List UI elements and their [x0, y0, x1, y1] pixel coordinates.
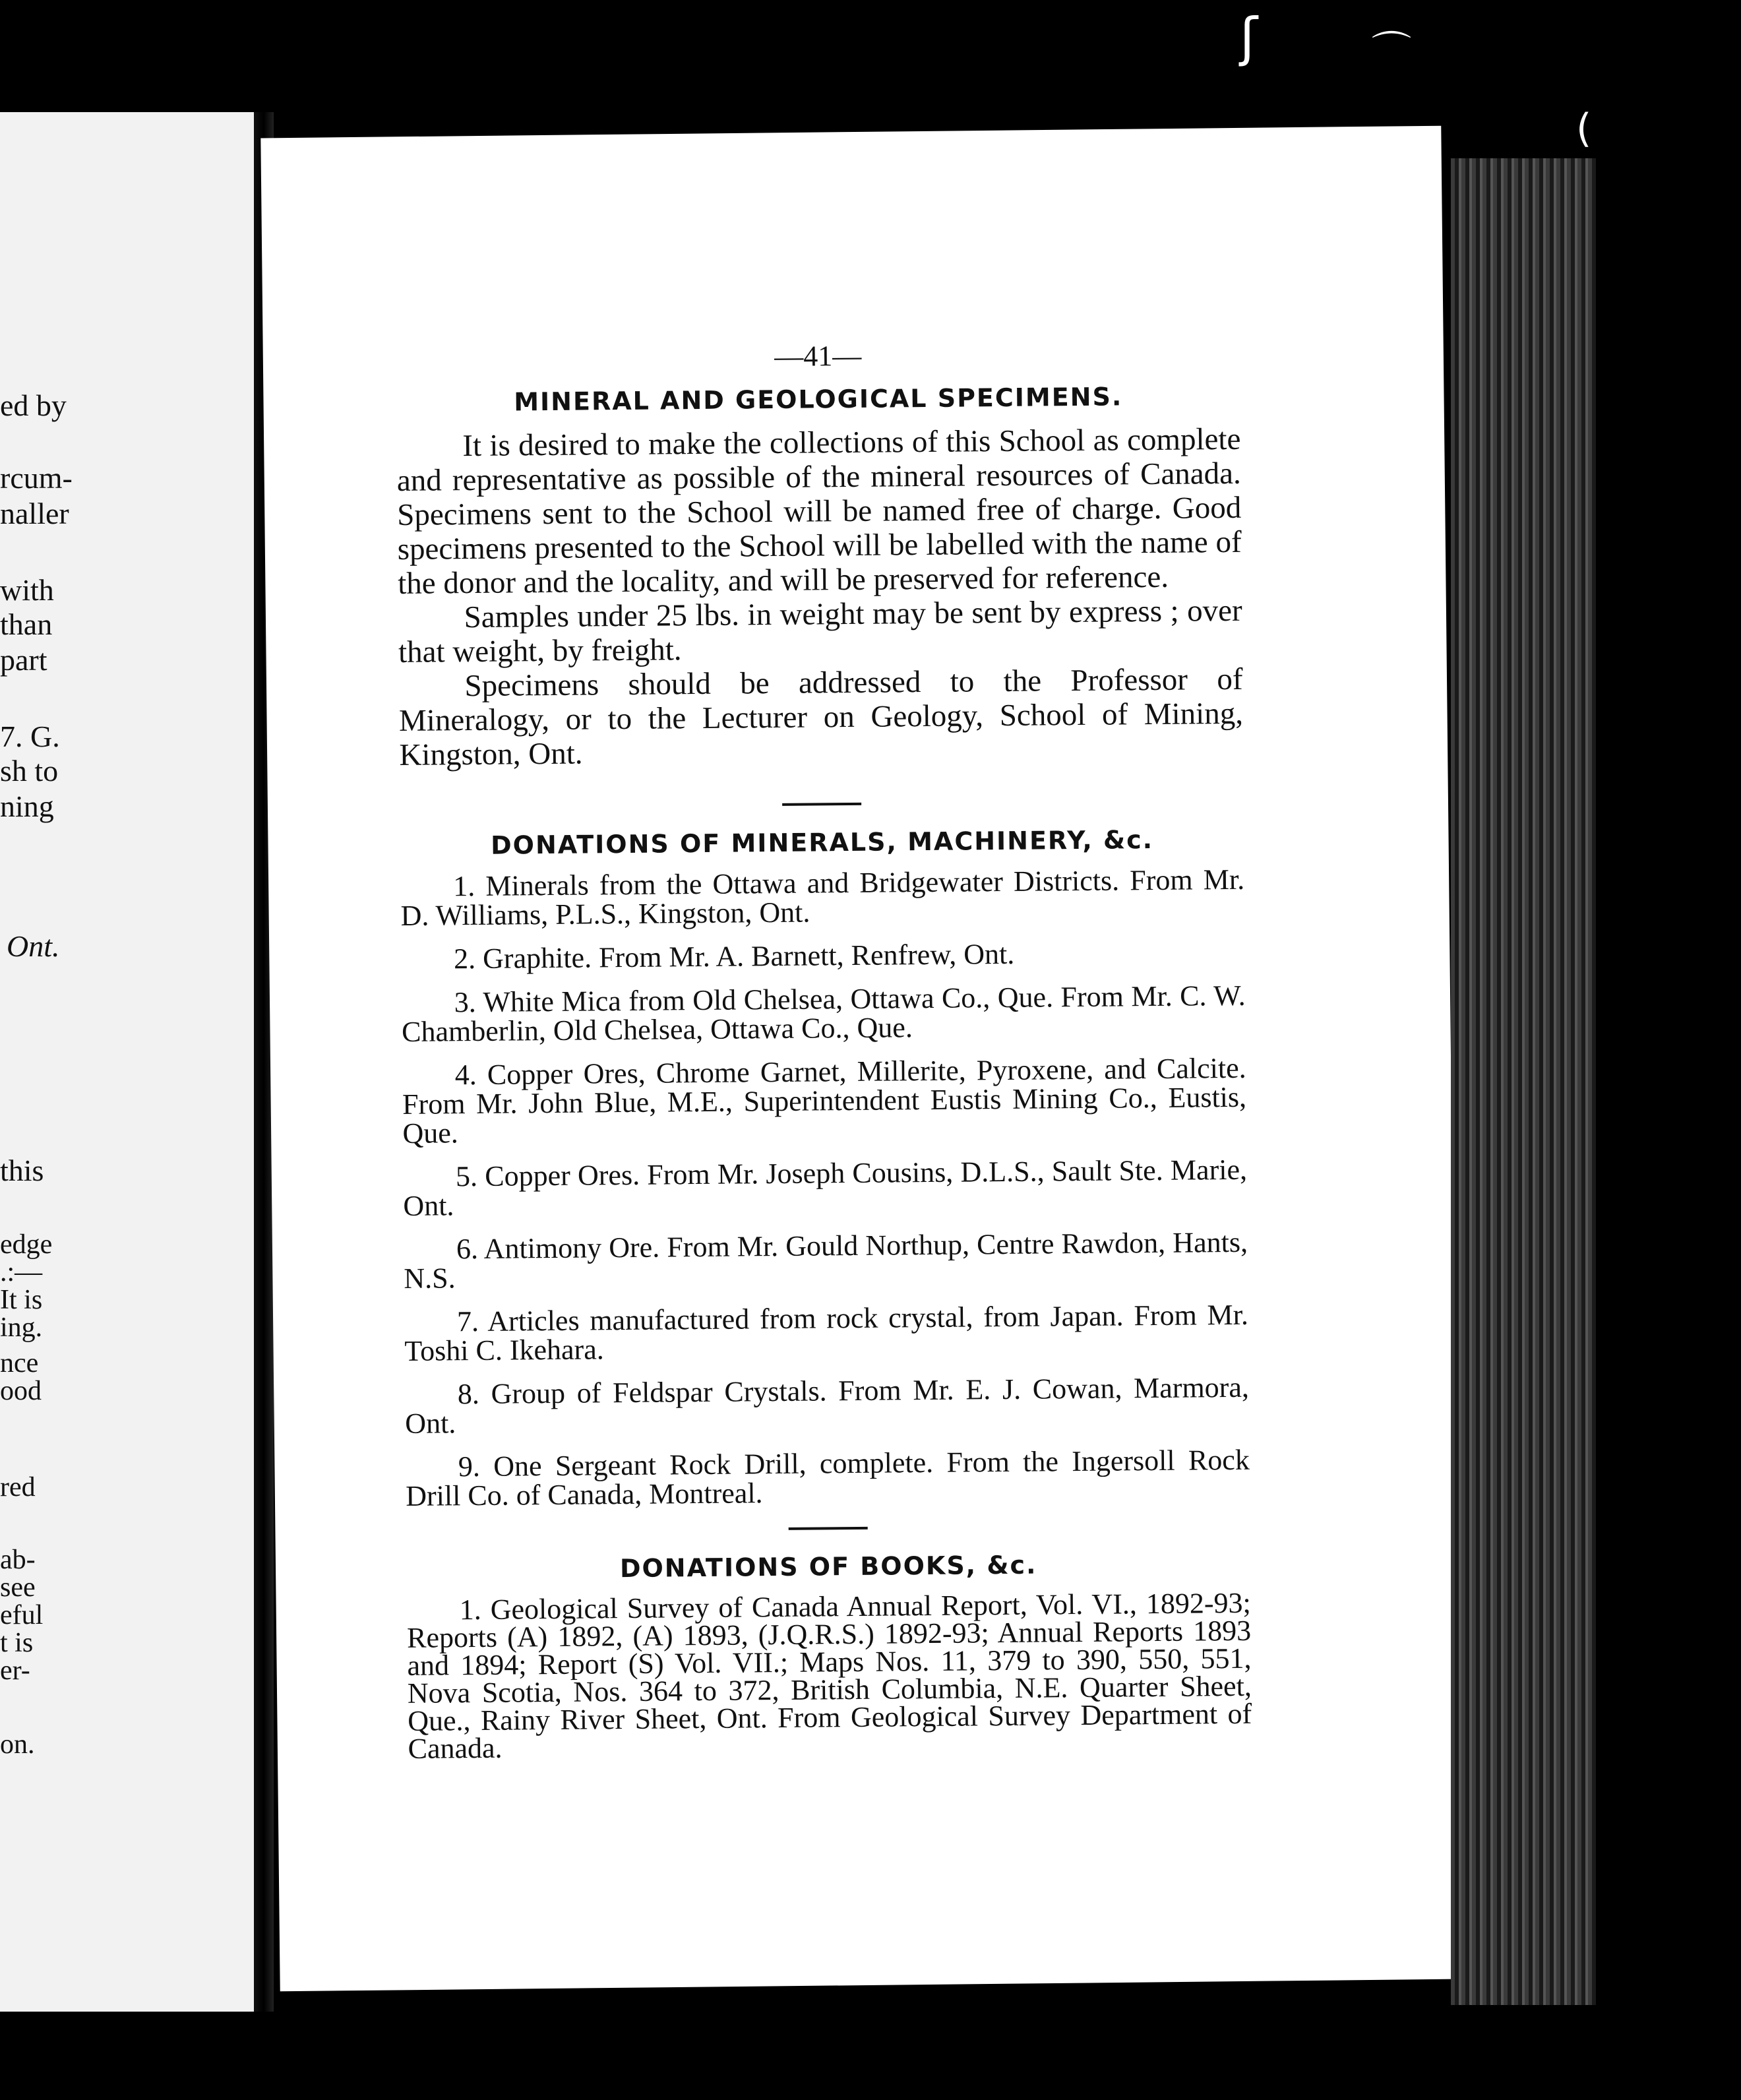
left-fragment: than — [0, 607, 53, 641]
section-heading-specimens: MINERAL AND GEOLOGICAL SPECIMENS. — [514, 382, 1123, 417]
scan-artifact: ( — [1576, 106, 1592, 152]
donation-item: 7. Articles manufactured from rock crystal, from Japan. From Mr. Toshi C. Ikehara. — [404, 1298, 1249, 1367]
donation-item: 6. Antimony Ore. From Mr. Gould Northup, Centre Rawdon, Hants, N.S. — [404, 1225, 1248, 1295]
left-fragment: ed by — [0, 388, 67, 422]
left-fragment: part — [0, 643, 47, 677]
left-fragment: sh to — [0, 754, 59, 788]
left-fragment: t is — [0, 1628, 34, 1658]
section-divider — [789, 1527, 868, 1530]
page-content — [396, 336, 1252, 1763]
left-fragment: 7. G. — [0, 720, 60, 753]
scan-artifact: ⌒ — [1372, 28, 1411, 75]
left-fragment: see — [0, 1572, 36, 1603]
left-fragment: er- — [0, 1655, 30, 1686]
page-edges — [1451, 158, 1596, 2005]
left-fragment: ing. — [0, 1312, 43, 1343]
left-fragment: ood — [0, 1376, 42, 1406]
section-divider — [782, 803, 861, 806]
left-fragment: this — [0, 1154, 44, 1187]
paragraph: Samples under 25 lbs. in weight may be sent by express ; over that weight, by freight. — [398, 593, 1242, 669]
left-fragment: red — [0, 1472, 36, 1502]
donation-item: 8. Group of Feldspar Crystals. From Mr. E. J. Cowan, Marmora, Ont. — [405, 1371, 1250, 1440]
left-fragment: with — [0, 573, 54, 607]
left-fragment: naller — [0, 497, 69, 530]
section-heading-books: DONATIONS OF BOOKS, &c. — [619, 1550, 1037, 1584]
left-fragment: nce — [0, 1348, 39, 1378]
left-fragment: Ont. — [7, 929, 60, 963]
donation-item: 3. White Mica from Old Chelsea, Ottawa Co., Que. From Mr. C. W. Chamberlin, Old Chelsea, Ottawa Co., Que. — [401, 979, 1246, 1048]
donation-item: 5. Copper Ores. From Mr. Joseph Cousins, D.L.S., Sault Ste. Marie, Ont. — [403, 1153, 1248, 1222]
paragraph: Specimens should be addressed to the Professor of Mineralogy, or to the Lecturer on Geology, School of Mining, Kingston, Ont. — [398, 662, 1244, 772]
left-page — [0, 112, 254, 2012]
left-fragment: eful — [0, 1600, 44, 1630]
left-fragment: It is — [0, 1285, 43, 1315]
donation-item: 4. Copper Ores, Chrome Garnet, Millerite, Pyroxene, and Calcite. From Mr. John Blue, M.E., Superintendent Eustis Mining Co., Eustis, Que. — [402, 1051, 1247, 1150]
donation-item: 9. One Sergeant Rock Drill, complete. From the Ingersoll Rock Drill Co. of Canada, Montreal. — [406, 1443, 1250, 1512]
page-number: —41— — [774, 339, 862, 373]
left-fragment: on. — [0, 1729, 35, 1760]
left-fragment: ning — [0, 789, 54, 823]
left-fragment: edge — [0, 1229, 53, 1260]
paragraph: It is desired to make the collections of this School as complete and representative as possible of the mineral resources of Canada. Specimens sent to the School will be named free of charge. Good specimens presented to the School will be labelled with the name of the donor and the locality, and will be preserved for reference. — [396, 421, 1242, 601]
scan-artifact — [1342, 269, 1349, 276]
donation-item: 1. Minerals from the Ottawa and Bridgewater Districts. From Mr. D. Williams, P.L.S., Kingston, Ont. — [400, 863, 1245, 932]
scan-artifact: ʃ — [1240, 7, 1258, 68]
left-fragment: rcum- — [0, 461, 73, 495]
left-fragment: ab- — [0, 1545, 36, 1575]
donation-item: 2. Graphite. From Mr. A. Barnett, Renfrew, Ont. — [453, 937, 1015, 975]
section-heading-minerals: DONATIONS OF MINERALS, MACHINERY, &c. — [490, 825, 1154, 860]
book-donation-item: 1. Geological Survey of Canada Annual Report, Vol. VI., 1892-93; Reports (A) 1892, (A) 1893, (J.Q.R.S.) 1892-93; Annual Reports 1893 and 1894; Report (S) Vol. VII.; Maps Nos. 11, 379 to 390, 550, 551, Nova Scotia, Nos. 364 to 372, British Columbia, N.E. Quarter Sheet, Que., Rainy River Sheet, Ont. From Geological Survey Department of Canada. — [406, 1586, 1252, 1765]
left-fragment: .:— — [0, 1257, 43, 1287]
